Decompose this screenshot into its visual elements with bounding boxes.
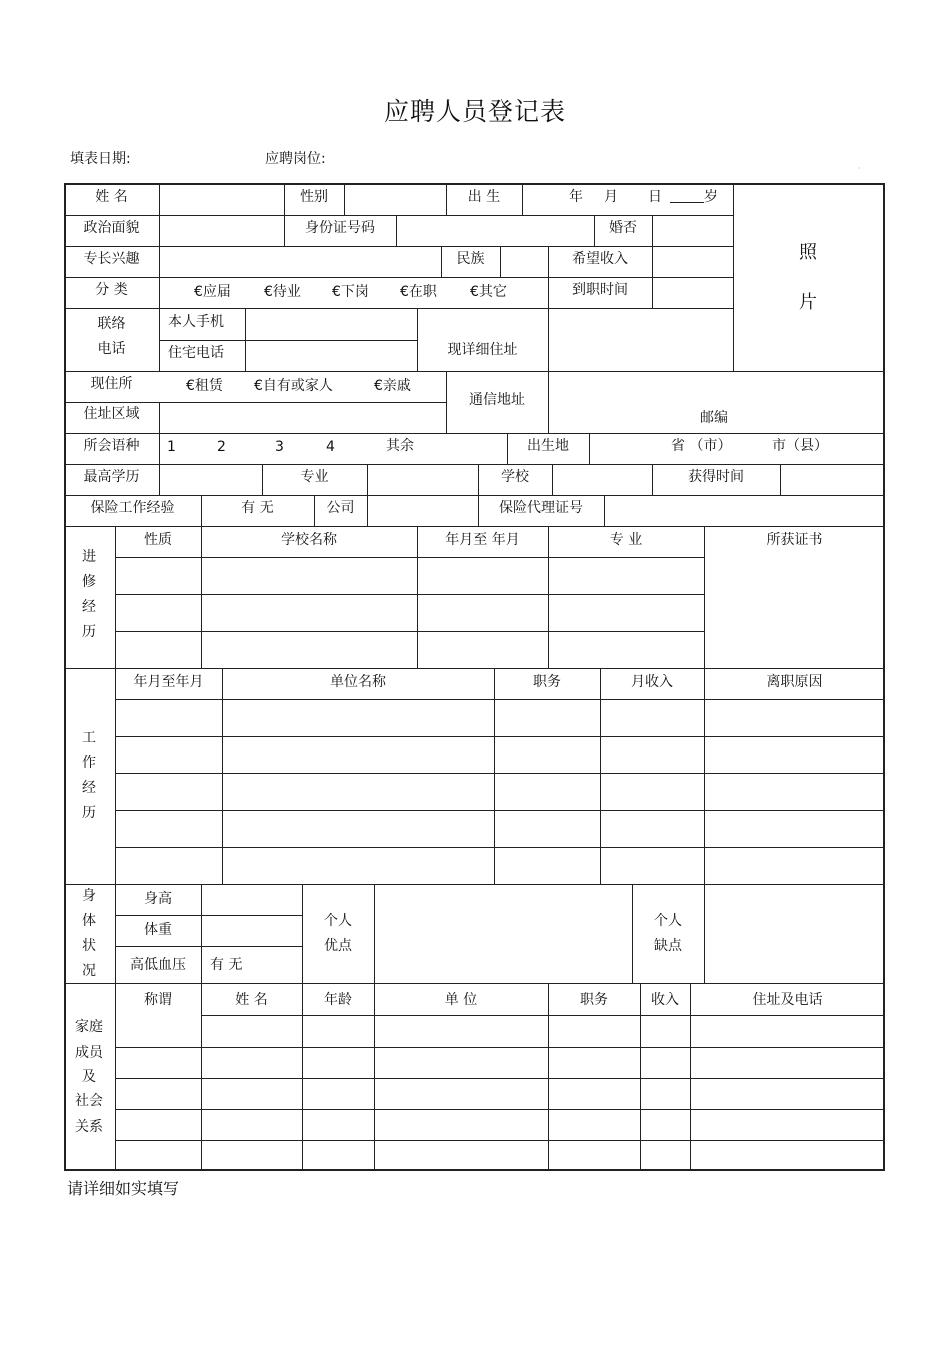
family-col-relation: 称谓 (144, 992, 172, 1008)
label-month: 月 (604, 189, 618, 205)
family-col-position: 职务 (580, 992, 608, 1008)
label-ethnic: 民族 (456, 251, 485, 267)
label-home-phone: 住宅电话 (168, 345, 224, 361)
option-fresh-grad[interactable]: €应届 (194, 284, 231, 300)
table-gridline (64, 277, 733, 278)
family-side-5: 关系 (75, 1119, 103, 1135)
label-weight: 体重 (144, 922, 172, 938)
label-language: 所会语种 (83, 438, 140, 454)
table-gridline (589, 433, 590, 464)
label-res-area: 住址区域 (83, 406, 140, 422)
label-birth: 出 生 (467, 189, 501, 205)
table-gridline (115, 736, 885, 737)
table-gridline (159, 464, 160, 495)
table-gridline (115, 557, 704, 558)
label-politics: 政治面貌 (83, 220, 140, 236)
table-gridline (367, 464, 368, 495)
table-gridline (115, 1078, 885, 1079)
label-birthplace: 出生地 (527, 438, 569, 454)
work-col-income: 月收入 (631, 674, 673, 690)
label-height: 身高 (144, 891, 172, 907)
table-gridline (159, 308, 160, 371)
study-col-school: 学校名称 (281, 532, 337, 548)
body-side-2: 体 (82, 913, 96, 929)
table-gridline (115, 773, 885, 774)
table-gridline (115, 946, 302, 947)
table-gridline (159, 340, 417, 341)
table-gridline (302, 884, 303, 983)
body-side-3: 状 (82, 938, 96, 954)
table-gridline (780, 464, 781, 495)
study-side-2: 修 (82, 574, 96, 590)
lang-4: 4 (326, 439, 335, 455)
table-gridline (115, 594, 704, 595)
label-province: 省 （市） (671, 438, 732, 454)
table-gridline (115, 1047, 885, 1048)
table-gridline (64, 433, 885, 434)
table-gridline (64, 884, 885, 885)
table-gridline (604, 495, 605, 526)
label-weakness-1: 个人 (654, 913, 682, 929)
study-col-period: 年月至 年月 (445, 532, 520, 548)
table-gridline (522, 183, 523, 215)
work-col-period: 年月至年月 (133, 674, 204, 690)
work-side-4: 历 (82, 805, 96, 821)
photo-char-2: 片 (799, 292, 817, 313)
label-gender: 性别 (300, 189, 328, 205)
option-employed[interactable]: €在职 (400, 284, 437, 300)
family-side-2: 成员 (75, 1045, 103, 1061)
table-gridline (417, 308, 418, 371)
fill-date-label: 填表日期: (70, 151, 131, 167)
table-gridline (115, 1140, 885, 1141)
family-col-age: 年龄 (324, 992, 352, 1008)
label-name: 姓 名 (95, 189, 128, 205)
table-gridline (500, 246, 501, 277)
work-col-company: 单位名称 (330, 674, 386, 690)
table-gridline (201, 1015, 885, 1016)
age-blank[interactable] (668, 188, 706, 206)
table-gridline (344, 183, 345, 215)
study-side-3: 经 (82, 599, 96, 615)
label-blood-pressure: 高低血压 (130, 957, 186, 973)
option-relative[interactable]: €亲戚 (374, 378, 411, 394)
family-col-address: 住址及电话 (752, 992, 823, 1008)
table-gridline (115, 1109, 885, 1110)
table-gridline (704, 884, 705, 983)
label-contact-1: 联络 (97, 316, 126, 332)
table-gridline (64, 371, 885, 372)
footer-note: 请详细如实填写 (67, 1179, 180, 1198)
insurance-yes-no[interactable]: 有 无 (241, 500, 274, 516)
table-gridline (640, 983, 641, 1171)
body-side-4: 况 (82, 963, 96, 979)
label-mail-address: 通信地址 (469, 392, 525, 408)
position-label: 应聘岗位: (265, 151, 326, 167)
table-gridline (548, 371, 549, 433)
table-gridline (222, 668, 223, 884)
table-gridline (159, 433, 160, 464)
table-gridline (64, 246, 733, 247)
table-gridline (159, 402, 160, 433)
label-contact-2: 电话 (97, 341, 126, 357)
table-gridline (367, 495, 368, 526)
label-hobby: 专长兴趣 (83, 251, 140, 267)
table-gridline (115, 983, 116, 1171)
table-gridline (159, 246, 160, 308)
family-col-income: 收入 (651, 992, 679, 1008)
body-side-1: 身 (82, 888, 96, 904)
label-address: 现详细住址 (447, 342, 518, 358)
table-gridline (600, 668, 601, 884)
table-gridline (115, 668, 116, 884)
table-gridline (64, 495, 885, 496)
lang-2: 2 (217, 439, 226, 455)
study-col-type: 性质 (144, 532, 172, 548)
label-category: 分 类 (95, 282, 128, 298)
table-gridline (374, 884, 375, 983)
label-insurance-cert: 保险代理证号 (499, 500, 583, 516)
label-strengths-2: 优点 (324, 938, 352, 954)
option-laid-off[interactable]: €下岗 (332, 284, 369, 300)
table-gridline (201, 983, 202, 1171)
table-gridline (64, 308, 733, 309)
label-residence: 现住所 (90, 376, 133, 392)
table-gridline (494, 668, 495, 884)
table-gridline (652, 277, 653, 308)
table-gridline (115, 915, 302, 916)
table-gridline (64, 526, 885, 527)
table-gridline (115, 847, 885, 848)
family-side-1: 家庭 (75, 1019, 103, 1035)
label-obtain-time: 获得时间 (688, 469, 744, 485)
label-company: 公司 (326, 500, 355, 516)
study-side-4: 历 (82, 624, 96, 640)
table-gridline (64, 402, 446, 403)
work-side-3: 经 (82, 780, 96, 796)
table-gridline (652, 215, 653, 277)
form-title: 应聘人员登记表 (383, 97, 566, 126)
label-start-date: 到职时间 (572, 282, 628, 298)
work-side-2: 作 (82, 755, 96, 771)
label-weakness-2: 缺点 (654, 938, 682, 954)
bp-yes-no[interactable]: 有 无 (210, 957, 243, 973)
table-gridline (632, 884, 633, 983)
study-side-1: 进 (82, 549, 96, 565)
table-gridline (201, 884, 202, 983)
option-unemployed[interactable]: €待业 (264, 284, 301, 300)
option-rent[interactable]: €租赁 (186, 378, 223, 394)
option-own[interactable]: €自有或家人 (254, 378, 333, 394)
table-gridline (396, 215, 397, 246)
table-gridline (302, 983, 303, 1171)
study-col-major: 专 业 (609, 532, 643, 548)
table-gridline (64, 668, 885, 669)
family-col-name: 姓 名 (235, 992, 268, 1008)
label-strengths-1: 个人 (324, 913, 352, 929)
table-gridline (704, 668, 705, 884)
table-gridline (115, 699, 885, 700)
table-gridline (552, 464, 553, 495)
study-col-cert: 所获证书 (766, 532, 823, 548)
label-lang-other: 其余 (386, 438, 414, 454)
label-school: 学校 (501, 469, 529, 485)
label-year: 年 (569, 189, 583, 205)
table-gridline (245, 308, 246, 371)
label-postcode: 邮编 (700, 410, 728, 426)
lang-3: 3 (275, 439, 284, 455)
label-salary: 希望收入 (572, 251, 628, 267)
table-gridline (548, 983, 549, 1171)
table-gridline (159, 183, 160, 246)
label-major: 专业 (300, 469, 329, 485)
lang-1: 1 (167, 439, 176, 455)
family-side-4: 社会 (75, 1093, 103, 1109)
family-col-employer: 单 位 (444, 992, 478, 1008)
table-gridline (690, 983, 691, 1171)
photo-char-1: 照 (799, 242, 817, 263)
table-gridline (115, 810, 885, 811)
label-city: 市（县） (772, 438, 828, 454)
work-col-reason: 离职原因 (766, 674, 823, 690)
option-other[interactable]: €其它 (470, 284, 507, 300)
stray-dot: · (858, 164, 861, 173)
table-gridline (64, 215, 733, 216)
label-insurance-exp: 保险工作经验 (90, 500, 175, 516)
label-marital: 婚否 (609, 220, 637, 236)
table-gridline (115, 631, 704, 632)
label-education: 最高学历 (83, 469, 140, 485)
label-mobile: 本人手机 (168, 314, 224, 330)
family-side-3: 及 (82, 1069, 96, 1085)
work-col-position: 职务 (533, 674, 561, 690)
work-side-1: 工 (82, 730, 96, 746)
registration-form (64, 183, 885, 1171)
label-id-number: 身份证号码 (305, 220, 375, 236)
label-age: 岁 (704, 189, 718, 205)
table-gridline (374, 983, 375, 1171)
table-gridline (64, 464, 885, 465)
table-gridline (64, 983, 885, 984)
label-day: 日 (648, 189, 662, 205)
